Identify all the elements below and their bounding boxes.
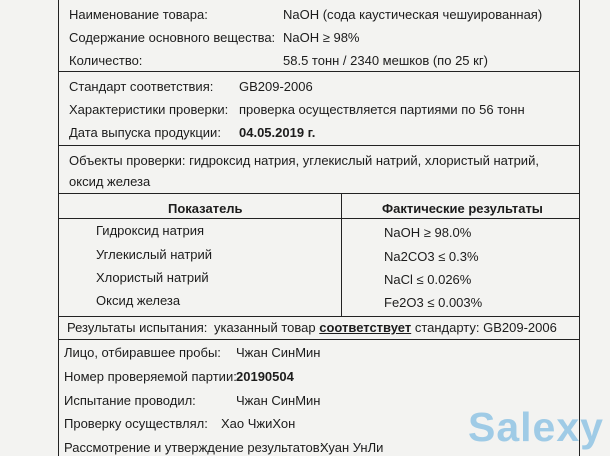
- inspection-label: Характеристики проверки:: [69, 102, 229, 117]
- result-cell: NaCl ≤ 0.026%: [384, 272, 472, 287]
- test-results-pre: указанный товар: [214, 320, 316, 335]
- indicator-cell: Оксид железа: [96, 293, 181, 308]
- table-header-result: Фактические результаты: [382, 201, 543, 216]
- table-column-divider: [341, 193, 342, 317]
- approver-label: Рассмотрение и утверждение результатов:: [64, 440, 324, 455]
- divider: [58, 145, 580, 146]
- production-date-value: 04.05.2019 г.: [239, 125, 316, 140]
- table-header-indicator: Показатель: [168, 201, 243, 216]
- right-border: [579, 0, 580, 456]
- divider: [58, 339, 580, 340]
- result-cell: NaOH ≥ 98.0%: [384, 225, 472, 240]
- production-date-label: Дата выпуска продукции:: [69, 125, 221, 140]
- divider: [58, 193, 580, 194]
- product-name-value: NaOH (сода каустическая чешуированная): [283, 7, 543, 22]
- test-results-post: стандарту: GB209-2006: [414, 320, 557, 335]
- test-results-emphasis: соответствует: [319, 320, 412, 335]
- inspection-value: проверка осуществляется партиями по 56 тонн: [239, 102, 525, 117]
- test-results-label: Результаты испытания:: [67, 320, 208, 335]
- main-content-value: NaOH ≥ 98%: [283, 30, 360, 45]
- quantity-label: Количество:: [69, 53, 143, 68]
- result-cell: Na2CO3 ≤ 0.3%: [384, 249, 479, 264]
- objects-line-2: оксид железа: [69, 174, 151, 189]
- divider: [58, 71, 580, 72]
- standard-value: GB209-2006: [239, 79, 313, 94]
- objects-line-1: Объекты проверки: гидроксид натрия, углекислый натрий, хлористый натрий,: [69, 153, 539, 168]
- batch-label: Номер проверяемой партии:: [64, 369, 237, 384]
- main-content-label: Содержание основного вещества:: [69, 30, 276, 45]
- result-cell: Fe2O3 ≤ 0.003%: [384, 295, 483, 310]
- standard-label: Стандарт соответствия:: [69, 79, 214, 94]
- indicator-cell: Хлористый натрий: [96, 270, 209, 285]
- left-border: [58, 0, 59, 456]
- sampler-label: Лицо, отбиравшее пробы:: [64, 345, 221, 360]
- divider: [58, 316, 580, 317]
- test-results-statement: [214, 320, 557, 335]
- quantity-value: 58.5 тонн / 2340 мешков (по 25 кг): [283, 53, 488, 68]
- product-name-label: Наименование товара:: [69, 7, 208, 22]
- indicator-cell: Гидроксид натрия: [96, 223, 205, 238]
- indicator-cell: Углекислый натрий: [96, 247, 213, 262]
- checker-value: Хао ЧжиХон: [221, 416, 296, 431]
- tester-label: Испытание проводил:: [64, 393, 196, 408]
- table-header-divider: [58, 218, 580, 219]
- approver-value: Хуан УнЛи: [320, 440, 384, 455]
- sampler-value: Чжан СинМин: [236, 345, 321, 360]
- checker-label: Проверку осуществлял:: [64, 416, 208, 431]
- batch-value: 20190504: [236, 369, 294, 384]
- salexy-watermark: Salexy: [468, 404, 604, 450]
- tester-value: Чжан СинМин: [236, 393, 321, 408]
